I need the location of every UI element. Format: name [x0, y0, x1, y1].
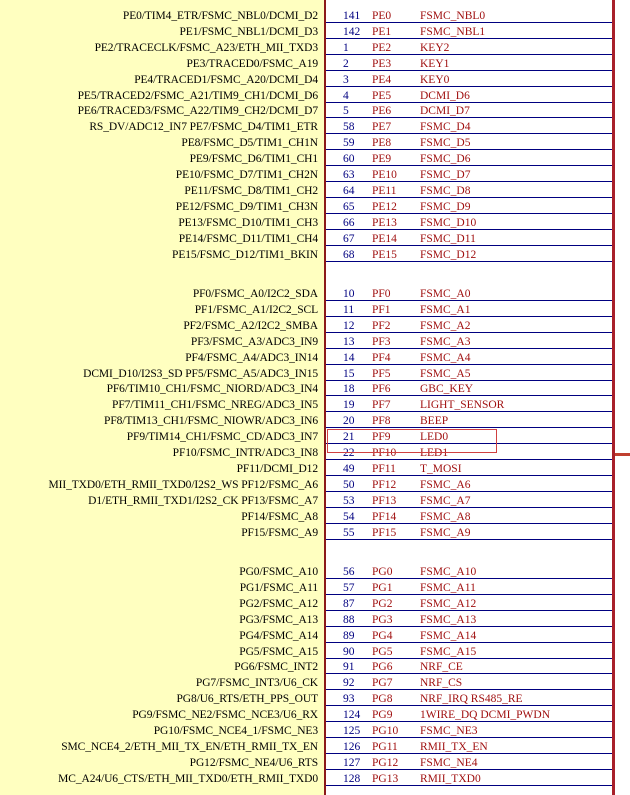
pin-port-name: PE12 [372, 201, 397, 213]
pin-row [0, 740, 630, 754]
pin-number: 87 [343, 598, 355, 610]
pin-wire [326, 102, 612, 103]
pin-number: 125 [343, 725, 361, 737]
pin-port-name: PF10 [372, 447, 397, 459]
pin-function-label: PG3/FSMC_A13 [239, 614, 318, 626]
pin-function-label: PF11/DCMI_D12 [236, 463, 318, 475]
net-label: FSMC_A3 [420, 336, 471, 348]
pin-number: 50 [343, 479, 355, 491]
net-label: FSMC_A12 [420, 598, 477, 610]
pin-number: 89 [343, 630, 355, 642]
pin-row [0, 645, 630, 659]
pin-number: 127 [343, 757, 361, 769]
pin-number: 4 [343, 90, 349, 102]
pin-port-name: PG3 [372, 614, 393, 626]
pin-port-name: PE8 [372, 137, 392, 149]
net-label: FSMC_A15 [420, 646, 477, 658]
pin-number: 2 [343, 58, 349, 70]
pin-port-name: PE3 [372, 58, 392, 70]
pin-wire [326, 753, 612, 754]
pin-port-name: PG12 [372, 757, 399, 769]
net-label: FSMC_A9 [420, 527, 471, 539]
pin-number: 64 [343, 185, 355, 197]
pin-number: 59 [343, 137, 355, 149]
net-label: KEY2 [420, 42, 450, 54]
net-label: FSMC_A8 [420, 511, 471, 523]
pin-number: 91 [343, 661, 355, 673]
pin-wire [326, 54, 612, 55]
pin-row [0, 9, 630, 23]
pin-row [0, 89, 630, 103]
pin-wire [326, 411, 612, 412]
pin-port-name: PE14 [372, 233, 397, 245]
pin-row [0, 676, 630, 690]
pin-port-name: PG11 [372, 741, 398, 753]
pin-number: 90 [343, 646, 355, 658]
net-label: RMII_TX_EN [420, 741, 488, 753]
pin-row [0, 104, 630, 118]
pin-wire [326, 181, 612, 182]
pin-number: 10 [343, 288, 355, 300]
net-label: FSMC_A7 [420, 495, 471, 507]
net-label: GBC_KEY [420, 383, 474, 395]
pin-wire [326, 348, 612, 349]
pin-port-name: PE11 [372, 185, 397, 197]
pin-number: 55 [343, 527, 355, 539]
net-label: FSMC_A10 [420, 566, 477, 578]
pin-wire [326, 578, 612, 579]
pin-row [0, 581, 630, 595]
pin-wire [326, 38, 612, 39]
pin-row [0, 462, 630, 476]
pin-function-label: DCMI_D10/I2S3_SD PF5/FSMC_A5/ADC3_IN15 [83, 368, 318, 380]
pin-port-name: PG10 [372, 725, 399, 737]
pin-row [0, 597, 630, 611]
pin-wire [326, 705, 612, 706]
net-label: FSMC_D10 [420, 217, 477, 229]
pin-port-name: PE2 [372, 42, 392, 54]
pin-number: 88 [343, 614, 355, 626]
pin-row [0, 398, 630, 412]
pin-row [0, 168, 630, 182]
pin-wire [326, 380, 612, 381]
pin-wire [326, 642, 612, 643]
pin-wire [326, 300, 612, 301]
pin-number: 14 [343, 352, 355, 364]
pin-function-label: PF15/FSMC_A9 [241, 527, 318, 539]
net-label: FSMC_A2 [420, 320, 471, 332]
pin-wire [326, 539, 612, 540]
pin-port-name: PE13 [372, 217, 397, 229]
net-label: FSMC_D11 [420, 233, 476, 245]
pin-row [0, 287, 630, 301]
pin-row [0, 565, 630, 579]
pin-row [0, 430, 630, 444]
pin-wire [326, 475, 612, 476]
pin-number: 141 [343, 10, 361, 22]
net-label: NRF_CE [420, 661, 463, 673]
pin-port-name: PG2 [372, 598, 393, 610]
pin-port-name: PE7 [372, 121, 392, 133]
net-label: BEEP [420, 415, 449, 427]
pin-function-label: PE5/TRACED2/FSMC_A21/TIM9_CH1/DCMI_D6 [77, 90, 318, 102]
net-label: DCMI_D6 [420, 90, 470, 102]
pin-wire [326, 737, 612, 738]
pin-function-label: PE3/TRACED0/FSMC_A19 [186, 58, 318, 70]
pin-function-label: PG2/FSMC_A12 [239, 598, 318, 610]
pin-row [0, 724, 630, 738]
net-label: FSMC_A0 [420, 288, 471, 300]
pin-number: 20 [343, 415, 355, 427]
pin-function-label: PE8/FSMC_D5/TIM1_CH1N [181, 137, 318, 149]
pin-port-name: PF0 [372, 288, 391, 300]
pin-wire [326, 658, 612, 659]
pin-wire [326, 395, 612, 396]
pin-function-label: MC_A24/U6_CTS/ETH_MII_TXD0/ETH_RMII_TXD0 [58, 773, 318, 785]
pin-number: 57 [343, 582, 355, 594]
pin-function-label: PE13/FSMC_D10/TIM1_CH3 [178, 217, 318, 229]
pin-function-label: PF2/FSMC_A2/I2C2_SMBA [183, 320, 318, 332]
pin-port-name: PG4 [372, 630, 393, 642]
pin-number: 53 [343, 495, 355, 507]
pin-function-label: PF10/FSMC_INTR/ADC3_IN8 [172, 447, 318, 459]
net-label: LIGHT_SENSOR [420, 399, 505, 411]
pin-row [0, 120, 630, 134]
pin-wire [326, 70, 612, 71]
pin-port-name: PE4 [372, 74, 392, 86]
pin-function-label: PE15/FSMC_D12/TIM1_BKIN [172, 249, 318, 261]
pin-port-name: PF9 [372, 431, 391, 443]
pin-wire [326, 610, 612, 611]
pin-function-label: PF6/TIM10_CH1/FSMC_NIORD/ADC3_IN4 [106, 383, 318, 395]
pin-number: 15 [343, 368, 355, 380]
pin-port-name: PG1 [372, 582, 393, 594]
pin-row [0, 25, 630, 39]
pin-port-name: PF13 [372, 495, 397, 507]
net-label: FSMC_A13 [420, 614, 477, 626]
pin-wire [326, 427, 612, 428]
pin-wire [326, 22, 612, 23]
pin-port-name: PF6 [372, 383, 391, 395]
pin-row [0, 303, 630, 317]
pin-number: 3 [343, 74, 349, 86]
pin-row [0, 510, 630, 524]
net-label: FSMC_A11 [420, 582, 476, 594]
pin-wire [326, 245, 612, 246]
net-label: T_MOSI [420, 463, 462, 475]
pin-function-label: PF8/TIM13_CH1/FSMC_NIOWR/ADC3_IN6 [104, 415, 318, 427]
pin-row [0, 494, 630, 508]
pin-function-label: PE2/TRACECLK/FSMC_A23/ETH_MII_TXD3 [94, 42, 318, 54]
pin-row [0, 200, 630, 214]
pin-function-label: PF14/FSMC_A8 [241, 511, 318, 523]
pin-row [0, 613, 630, 627]
pin-wire [326, 689, 612, 690]
pin-number: 142 [343, 26, 361, 38]
pin-row [0, 478, 630, 492]
pin-number: 93 [343, 693, 355, 705]
pin-port-name: PE9 [372, 153, 392, 165]
pin-row [0, 414, 630, 428]
pin-port-name: PF3 [372, 336, 391, 348]
net-label: FSMC_A4 [420, 352, 471, 364]
pin-port-name: PG0 [372, 566, 393, 578]
pin-row [0, 756, 630, 770]
pin-row [0, 335, 630, 349]
pin-number: 126 [343, 741, 361, 753]
net-label: DCMI_D7 [420, 105, 470, 117]
pin-number: 22 [343, 447, 355, 459]
pin-number: 67 [343, 233, 355, 245]
pin-function-label: PG4/FSMC_A14 [239, 630, 318, 642]
pin-wire [326, 364, 612, 365]
pin-wire [326, 673, 612, 674]
pin-port-name: PF7 [372, 399, 391, 411]
net-label: FSMC_D9 [420, 201, 471, 213]
pin-port-name: PG8 [372, 693, 393, 705]
pin-function-label: PG8/U6_RTS/ETH_PPS_OUT [176, 693, 318, 705]
pin-wire [326, 507, 612, 508]
pin-wire [326, 316, 612, 317]
pin-wire [326, 213, 612, 214]
pin-number: 1 [343, 42, 349, 54]
pin-wire [326, 459, 612, 460]
pin-wire [326, 261, 612, 262]
pin-row [0, 248, 630, 262]
net-label: FSMC_A5 [420, 368, 471, 380]
pin-row [0, 136, 630, 150]
pin-port-name: PG6 [372, 661, 393, 673]
pin-number: 21 [343, 431, 355, 443]
pin-port-name: PF11 [372, 463, 396, 475]
net-label: NRF_IRQ RS485_RE [420, 693, 523, 705]
net-label: FSMC_A6 [420, 479, 471, 491]
pin-port-name: PE15 [372, 249, 397, 261]
pin-number: 65 [343, 201, 355, 213]
pin-wire [326, 721, 612, 722]
net-label: KEY0 [420, 74, 450, 86]
pin-function-label: MII_TXD0/ETH_RMII_TXD0/I2S2_WS PF12/FSMC_A6 [48, 479, 318, 491]
pin-function-label: PG5/FSMC_A15 [239, 646, 318, 658]
pin-row [0, 629, 630, 643]
pin-port-name: PF15 [372, 527, 397, 539]
highlight-box-pf9 [327, 429, 497, 453]
net-label: LED0 [420, 431, 449, 443]
net-label: FSMC_D7 [420, 169, 471, 181]
pin-row [0, 319, 630, 333]
net-label: NRF_CS [420, 677, 463, 689]
net-label: FSMC_D12 [420, 249, 477, 261]
pin-function-label: D1/ETH_RMII_TXD1/I2S2_CK PF13/FSMC_A7 [88, 495, 318, 507]
pin-function-label: PF3/FSMC_A3/ADC3_IN9 [190, 336, 318, 348]
pin-port-name: PF5 [372, 368, 391, 380]
net-label: FSMC_A1 [420, 304, 471, 316]
pin-row [0, 184, 630, 198]
pin-port-name: PE0 [372, 10, 392, 22]
pin-number: 58 [343, 121, 355, 133]
pin-function-label: PE1/FSMC_NBL1/DCMI_D3 [179, 26, 318, 38]
net-label: FSMC_NBL0 [420, 10, 486, 22]
pin-function-label: PG9/FSMC_NE2/FSMC_NCE3/U6_RX [132, 709, 318, 721]
pin-wire [326, 86, 612, 87]
pin-wire [326, 117, 612, 118]
pin-number: 13 [343, 336, 355, 348]
pin-row [0, 692, 630, 706]
pin-row [0, 446, 630, 460]
pin-port-name: PE6 [372, 105, 392, 117]
pin-function-label: PF4/FSMC_A4/ADC3_IN14 [185, 352, 318, 364]
pin-number: 11 [343, 304, 355, 316]
pin-row [0, 57, 630, 71]
pin-function-label: PG0/FSMC_A10 [239, 566, 318, 578]
pin-number: 128 [343, 773, 361, 785]
pin-row [0, 660, 630, 674]
net-label: FSMC_NBL1 [420, 26, 486, 38]
pin-row [0, 41, 630, 55]
pin-port-name: PF12 [372, 479, 397, 491]
pin-function-label: PF9/TIM14_CH1/FSMC_CD/ADC3_IN7 [126, 431, 318, 443]
net-label: FSMC_D4 [420, 121, 471, 133]
net-label: RMII_TXD0 [420, 773, 481, 785]
pin-number: 49 [343, 463, 355, 475]
pin-number: 18 [343, 383, 355, 395]
pin-port-name: PE10 [372, 169, 397, 181]
pin-function-label: PF0/FSMC_A0/I2C2_SDA [192, 288, 318, 300]
net-label: FSMC_A14 [420, 630, 477, 642]
pin-wire [326, 785, 612, 786]
pin-port-name: PF4 [372, 352, 391, 364]
pin-function-label: PF1/FSMC_A1/I2C2_SCL [194, 304, 318, 316]
pin-function-label: PE12/FSMC_D9/TIM1_CH3N [175, 201, 318, 213]
pin-wire [326, 626, 612, 627]
pin-number: 92 [343, 677, 355, 689]
pin-wire [326, 133, 612, 134]
net-label: FSMC_NE3 [420, 725, 478, 737]
pin-function-label: PG6/FSMC_INT2 [234, 661, 318, 673]
pin-wire [326, 165, 612, 166]
pin-port-name: PE1 [372, 26, 392, 38]
pin-row [0, 382, 630, 396]
pin-port-name: PG13 [372, 773, 399, 785]
pin-wire [326, 332, 612, 333]
pin-function-label: PG7/FSMC_INT3/U6_CK [195, 677, 318, 689]
pin-number: 124 [343, 709, 361, 721]
pin-row [0, 772, 630, 786]
pin-row [0, 216, 630, 230]
pin-row [0, 232, 630, 246]
pin-wire [326, 149, 612, 150]
pin-number: 56 [343, 566, 355, 578]
pin-function-label: PE6/TRACED3/FSMC_A22/TIM9_CH2/DCMI_D7 [77, 105, 318, 117]
pin-number: 68 [343, 249, 355, 261]
pin-number: 63 [343, 169, 355, 181]
pin-row [0, 73, 630, 87]
pin-function-label: PE4/TRACED1/FSMC_A20/DCMI_D4 [134, 74, 318, 86]
pin-port-name: PF8 [372, 415, 391, 427]
pin-number: 19 [343, 399, 355, 411]
pin-number: 66 [343, 217, 355, 229]
pin-row [0, 152, 630, 166]
net-label: FSMC_D5 [420, 137, 471, 149]
pin-port-name: PG9 [372, 709, 393, 721]
pin-function-label: PE10/FSMC_D7/TIM1_CH2N [175, 169, 318, 181]
pin-function-label: RS_DV/ADC12_IN7 PE7/FSMC_D4/TIM1_ETR [89, 121, 318, 133]
pin-function-label: PE0/TIM4_ETR/FSMC_NBL0/DCMI_D2 [122, 10, 318, 22]
pin-row [0, 526, 630, 540]
pin-number: 5 [343, 105, 349, 117]
pin-function-label: SMC_NCE4_2/ETH_MII_TX_EN/ETH_RMII_TX_EN [61, 741, 318, 753]
pin-function-label: PG1/FSMC_A11 [239, 582, 318, 594]
pin-function-label: PG10/FSMC_NCE4_1/FSMC_NE3 [153, 725, 318, 737]
net-label: 1WIRE_DQ DCMI_PWDN [420, 709, 551, 721]
pin-port-name: PF14 [372, 511, 397, 523]
pin-wire [326, 197, 612, 198]
pin-port-name: PF1 [372, 304, 391, 316]
pin-wire [326, 769, 612, 770]
pin-function-label: PG12/FSMC_NE4/U6_RTS [189, 757, 318, 769]
net-label: FSMC_D8 [420, 185, 471, 197]
pin-row [0, 351, 630, 365]
net-label: FSMC_D6 [420, 153, 471, 165]
pin-port-name: PG5 [372, 646, 393, 658]
pin-row [0, 367, 630, 381]
pin-port-name: PE5 [372, 90, 392, 102]
pin-function-label: PE14/FSMC_D11/TIM1_CH4 [178, 233, 318, 245]
pin-number: 60 [343, 153, 355, 165]
pin-port-name: PF2 [372, 320, 391, 332]
pin-number: 12 [343, 320, 355, 332]
pin-wire [326, 523, 612, 524]
pin-wire [326, 594, 612, 595]
pin-wire [326, 491, 612, 492]
pin-number: 54 [343, 511, 355, 523]
pin-function-label: PE11/FSMC_D8/TIM1_CH2 [184, 185, 318, 197]
pin-function-label: PE9/FSMC_D6/TIM1_CH1 [189, 153, 318, 165]
pin-row [0, 708, 630, 722]
pin-wire [326, 229, 612, 230]
pin-function-label: PF7/TIM11_CH1/FSMC_NREG/ADC3_IN5 [112, 399, 318, 411]
net-label: FSMC_NE4 [420, 757, 478, 769]
net-label: KEY1 [420, 58, 450, 70]
pin-port-name: PG7 [372, 677, 393, 689]
net-label: LED1 [420, 447, 449, 459]
